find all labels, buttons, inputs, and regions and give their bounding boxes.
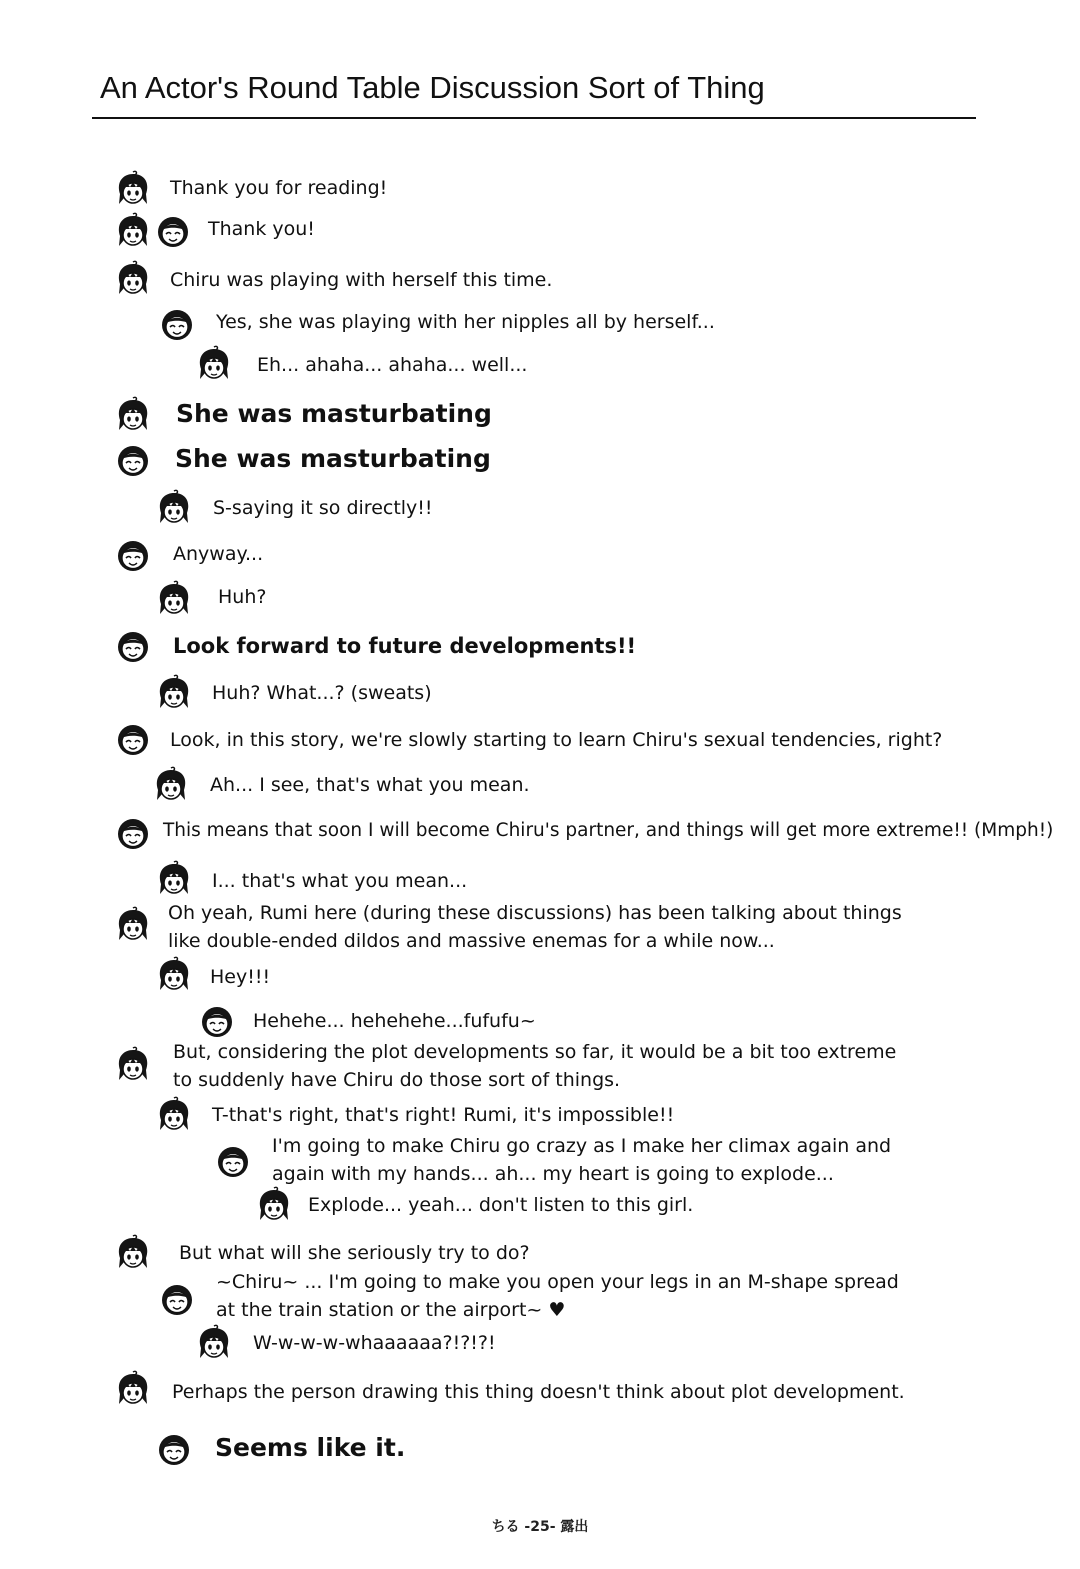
- dialogue-text: I... that's what you mean...: [212, 870, 468, 892]
- chiru-face-icon: [114, 170, 152, 208]
- dialogue-text: S-saying it so directly!!: [213, 497, 433, 519]
- dialogue-text: Ah... I see, that's what you mean.: [210, 774, 530, 796]
- dialogue-text: Look forward to future developments!!: [173, 634, 637, 658]
- dialogue-text: Anyway...: [173, 543, 264, 565]
- title-underline: [92, 117, 976, 119]
- rumi-face-icon: [154, 212, 192, 250]
- rumi-face-icon: [114, 627, 152, 665]
- chiru-face-icon: [152, 766, 190, 804]
- page-footer: ちる -25- 露出: [491, 1519, 589, 1535]
- dialogue-text: She was masturbating: [176, 399, 492, 428]
- rumi-face-icon: [158, 305, 196, 343]
- dialogue-text: Oh yeah, Rumi here (during these discussions) has been talking about things: [168, 902, 902, 924]
- dialogue-text-continued: at the train station or the airport~ ♥: [216, 1299, 566, 1321]
- dialogue-text: ~Chiru~ ... I'm going to make you open your legs in an M-shape spread: [216, 1271, 899, 1293]
- chiru-face-icon: [155, 860, 193, 898]
- chiru-face-icon: [114, 396, 152, 434]
- dialogue-text: I'm going to make Chiru go crazy as I make her climax again and: [272, 1135, 892, 1157]
- dialogue-text: Look, in this story, we're slowly starting to learn Chiru's sexual tendencies, right?: [170, 729, 943, 751]
- dialogue-text-continued: again with my hands... ah... my heart is going to explode...: [272, 1163, 834, 1185]
- dialogue-text: Yes, she was playing with her nipples all by herself...: [216, 311, 715, 333]
- dialogue-text: Perhaps the person drawing this thing doesn't think about plot development.: [172, 1381, 905, 1403]
- dialogue-text: But, considering the plot developments so far, it would be a bit too extreme: [173, 1041, 897, 1063]
- dialogue-text: Thank you!: [208, 218, 315, 240]
- dialogue-text: She was masturbating: [175, 444, 491, 473]
- chiru-face-icon: [255, 1186, 293, 1224]
- rumi-face-icon: [158, 1280, 196, 1318]
- chiru-face-icon: [155, 956, 193, 994]
- rumi-face-icon: [198, 1002, 236, 1040]
- rumi-face-icon: [114, 441, 152, 479]
- dialogue-text: Huh?: [218, 586, 267, 608]
- chiru-face-icon: [155, 489, 193, 527]
- chiru-face-icon: [155, 674, 193, 712]
- page-title: An Actor's Round Table Discussion Sort of Thing: [100, 70, 765, 105]
- dialogue-text: Seems like it.: [215, 1433, 406, 1462]
- dialogue-text-continued: to suddenly have Chiru do those sort of things.: [173, 1069, 621, 1091]
- dialogue-text: Chiru was playing with herself this time.: [170, 269, 553, 291]
- dialogue-text: But what will she seriously try to do?: [179, 1242, 530, 1264]
- dialogue-text: W-w-w-w-whaaaaaa?!?!?!: [253, 1332, 496, 1354]
- rumi-face-icon: [214, 1142, 252, 1180]
- dialogue-text: Hehehe... hehehehe...fufufu~: [253, 1010, 536, 1032]
- rumi-face-icon: [114, 536, 152, 574]
- chiru-face-icon: [114, 1046, 152, 1084]
- dialogue-text: Eh... ahaha... ahaha... well...: [257, 354, 528, 376]
- chiru-face-icon: [114, 1234, 152, 1272]
- dialogue-text-continued: like double-ended dildos and massive enemas for a while now...: [168, 930, 775, 952]
- chiru-face-icon: [195, 345, 233, 383]
- dialogue-text: This means that soon I will become Chiru's partner, and things will get more extreme!! (Mmph!): [163, 820, 1054, 841]
- chiru-face-icon: [114, 212, 152, 250]
- dialogue-text: Thank you for reading!: [170, 177, 388, 199]
- rumi-face-icon: [114, 814, 152, 852]
- dialogue-text: Hey!!!: [210, 966, 271, 988]
- rumi-face-icon: [155, 1430, 193, 1468]
- chiru-face-icon: [155, 1096, 193, 1134]
- chiru-face-icon: [155, 580, 193, 618]
- dialogue-text: Huh? What...? (sweats): [212, 682, 432, 704]
- dialogue-text: Explode... yeah... don't listen to this girl.: [308, 1194, 694, 1216]
- chiru-face-icon: [195, 1324, 233, 1362]
- dialogue-text: T-that's right, that's right! Rumi, it's impossible!!: [212, 1104, 675, 1126]
- chiru-face-icon: [114, 906, 152, 944]
- chiru-face-icon: [114, 1370, 152, 1408]
- rumi-face-icon: [114, 720, 152, 758]
- chiru-face-icon: [114, 260, 152, 298]
